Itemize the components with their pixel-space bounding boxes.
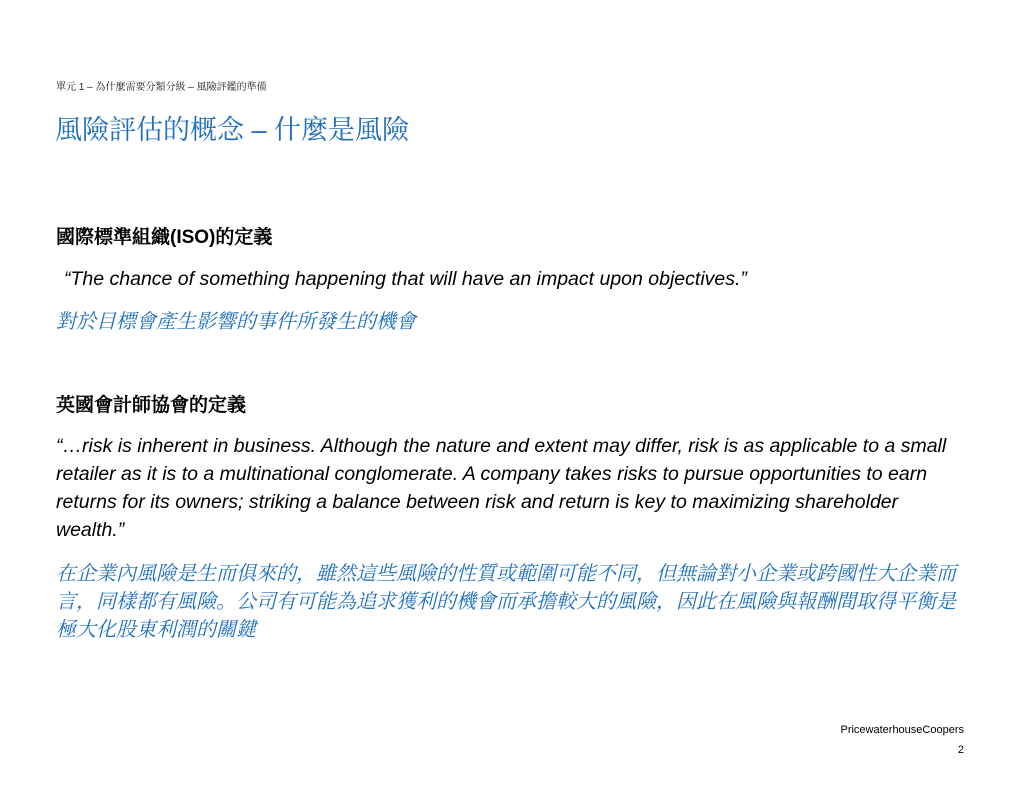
breadcrumb: 單元 1 – 為什麼需要分類分級 – 風險評鑑的準備: [56, 82, 267, 93]
iso-definition-heading: 國際標準組織(ISO)的定義: [56, 227, 273, 248]
uk-definition-quote: “…risk is inherent in business. Although the nature and extent may differ, risk is as applicable to a small retailer as it is to a multinational conglomerate. A company takes risks to pursue opportunities to earn returns for its owners; striking a balance between risk and return is key to maximizing shareholder wealth.”: [56, 435, 947, 541]
uk-definition-translation: 在企業內風險是生而俱來的，雖然這些風險的性質或範圍可能不同，但無論對小企業或跨國性大企業而言，同樣都有風險。公司有可能為追求獲利的機會而承擔較大的風險，因此在風險與報酬間取得平衡是極大化股東利潤的關鍵: [56, 563, 956, 641]
iso-definition-quote: “The chance of something happening that will have an impact upon objectives.”: [64, 268, 747, 290]
page-title: 風險評估的概念 – 什麼是風險: [55, 115, 410, 145]
footer-page-number: 2: [957, 744, 964, 756]
uk-definition-heading: 英國會計師協會的定義: [56, 395, 247, 416]
iso-definition-translation: 對於目標會產生影響的事件所發生的機會: [56, 311, 416, 333]
footer-company: PricewaterhouseCoopers: [840, 724, 964, 736]
